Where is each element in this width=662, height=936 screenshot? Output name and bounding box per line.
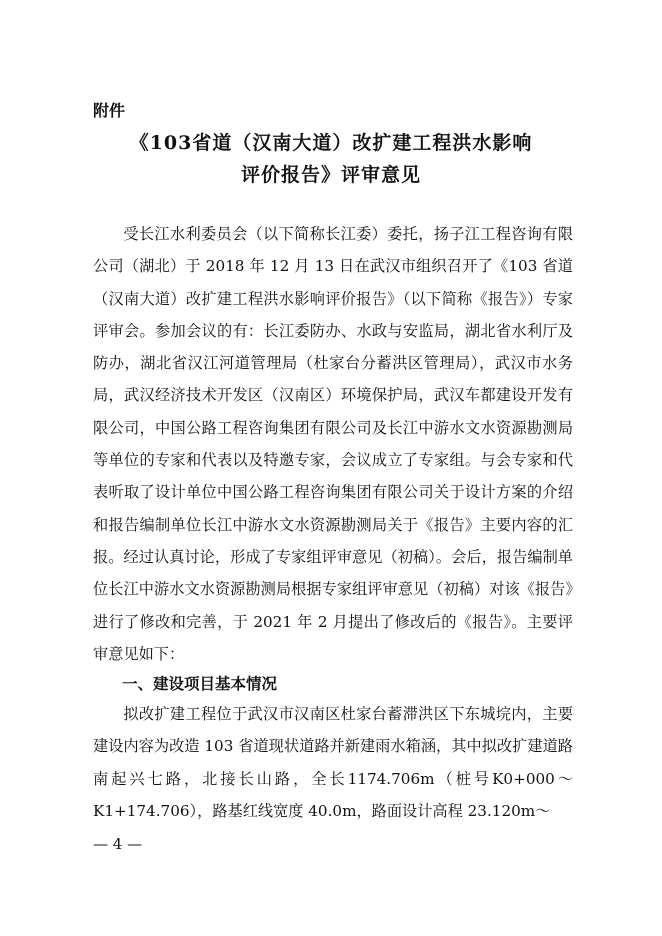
intro-paragraph: 受长江水利委员会（以下简称长江委）委托，扬子江工程咨询有限公司（湖北）于 2018 年 12 月 13 日在武汉市组织召开了《103 省道（汉南大道）改扩建工程洪水影响评价报告》（以下简称《报告》）专家评审会。参加会议的有：长江委防办、水政与安监局，湖北省水利厅及防办，湖北省汉江河道管理局（杜家台分蓄洪区管理局），武汉市水务局，武汉经济技术开发区（汉南区）环境保护局，武汉车都建设开发有限公司，中国公路工程咨询集团有限公司及长江中游水文水资源勘测局等单位的专家和代表以及特邀专家，会议成立了专家组。与会专家和代表听取了设计单位中国公路工程咨询集团有限公司关于设计方案的介绍和报告编制单位长江中游水文水资源勘测局关于《报告》主要内容的汇报。经过认真讨论，形成了专家组评审意见（初稿）。会后，报告编制单位长江中游水文水资源勘测局根据专家组评审意见（初稿）对该《报告》进行了修改和完善，于 2021 年 2 月提出了修改后的《报告》。主要评审意见如下： xyxy=(93,225,573,663)
document-title-line-1: 《103省道（汉南大道）改扩建工程洪水影响 xyxy=(129,132,533,154)
section-heading: 一、建设项目基本情况 xyxy=(122,675,278,693)
document-title-line-2: 评价报告》评审意见 xyxy=(240,164,421,186)
section-body-paragraph: 拟改扩建工程位于武汉市汉南区杜家台蓄滞洪区下东城垸内，主要建设内容为改造 103 省道现状道路并新建雨水箱涵，其中拟改扩建道路南起兴七路，北接长山路，全长1174.706m（桩号K0+000～K1+174.706），路基红线宽度 40.0m，路面设计高程 23.120m～ xyxy=(93,705,573,820)
attachment-label: 附件 xyxy=(93,101,126,120)
page-number: — 4 — xyxy=(93,835,143,853)
